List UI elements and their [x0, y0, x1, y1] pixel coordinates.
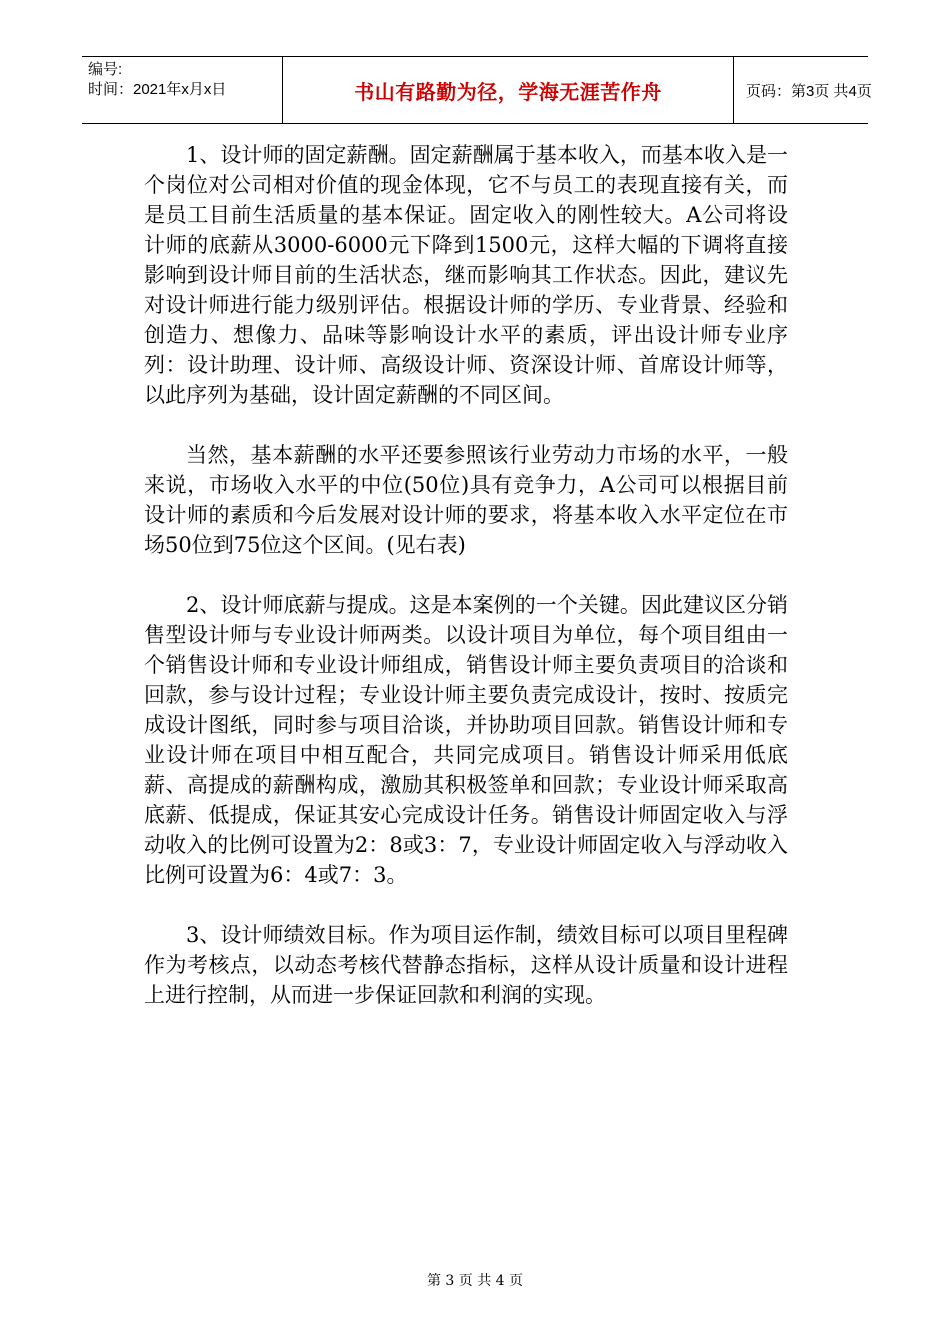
paragraph-market-level: 当然，基本薪酬的水平还要参照该行业劳动力市场的水平，一般来说，市场收入水平的中位(50位)具有竞争力，A公司可以根据目前设计师的素质和今后发展对设计师的要求，将基本收入水平定位在市场50位到75位这个区间。(见右表): [144, 443, 788, 557]
header-info: [82, 57, 282, 123]
paragraph-fixed-salary: 1、设计师的固定薪酬。固定薪酬属于基本收入，而基本收入是一个岗位对公司相对价值的现金体现，它不与员工的表现直接有关，而是员工目前生活质量的基本保证。固定收入的刚性较大。A公司将设计师的底薪从3000-6000元下降到1500元，这样大幅的下调将直接影响到设计师目前的生活状态，继而影响其工作状态。因此，建议先对设计师进行能力级别评估。根据设计师的学历、专业背景、经验和创造力、想像力、品味等影响设计水平的素质，评出设计师专业序列：设计助理、设计师、高级设计师、资深设计师、首席设计师等，以此序列为基础，设计固定薪酬的不同区间。: [144, 143, 788, 407]
time-label: 时间：2021年x月x日: [88, 81, 227, 98]
paragraph-base-commission: 2、设计师底薪与提成。这是本案例的一个关键。因此建议区分销售型设计师与专业设计师两类。以设计项目为单位，每个项目组由一个销售设计师和专业设计师组成，销售设计师主要负责项目的洽谈和回款，参与设计过程；专业设计师主要负责完成设计，按时、按质完成设计图纸，同时参与项目洽谈，并协助项目回款。销售设计师和专业设计师在项目中相互配合，共同完成项目。销售设计师采用低底薪、高提成的薪酬构成，激励其积极签单和回款；专业设计师采取高底薪、低提成，保证其安心完成设计任务。销售设计师固定收入与浮动收入的比例可设置为2：8或3：7，专业设计师固定收入与浮动收入比例可设置为6：4或7：3。: [144, 593, 788, 887]
paragraph-performance-goals: 3、设计师绩效目标。作为项目运作制，绩效目标可以项目里程碑作为考核点，以动态考核代替静态指标，这样从设计质量和设计进程上进行控制，从而进一步保证回款和利润的实现。: [144, 923, 788, 1007]
header-motto: 书山有路勤为径，学海无涯苦作舟: [282, 57, 734, 123]
number-label: 编号:: [88, 61, 123, 78]
document-body: [144, 140, 788, 1040]
header-page-label: 页码：第3页 共4页: [746, 82, 872, 100]
page-footer: 第 3 页 共 4 页: [426, 1273, 524, 1289]
page-header: [82, 56, 872, 124]
